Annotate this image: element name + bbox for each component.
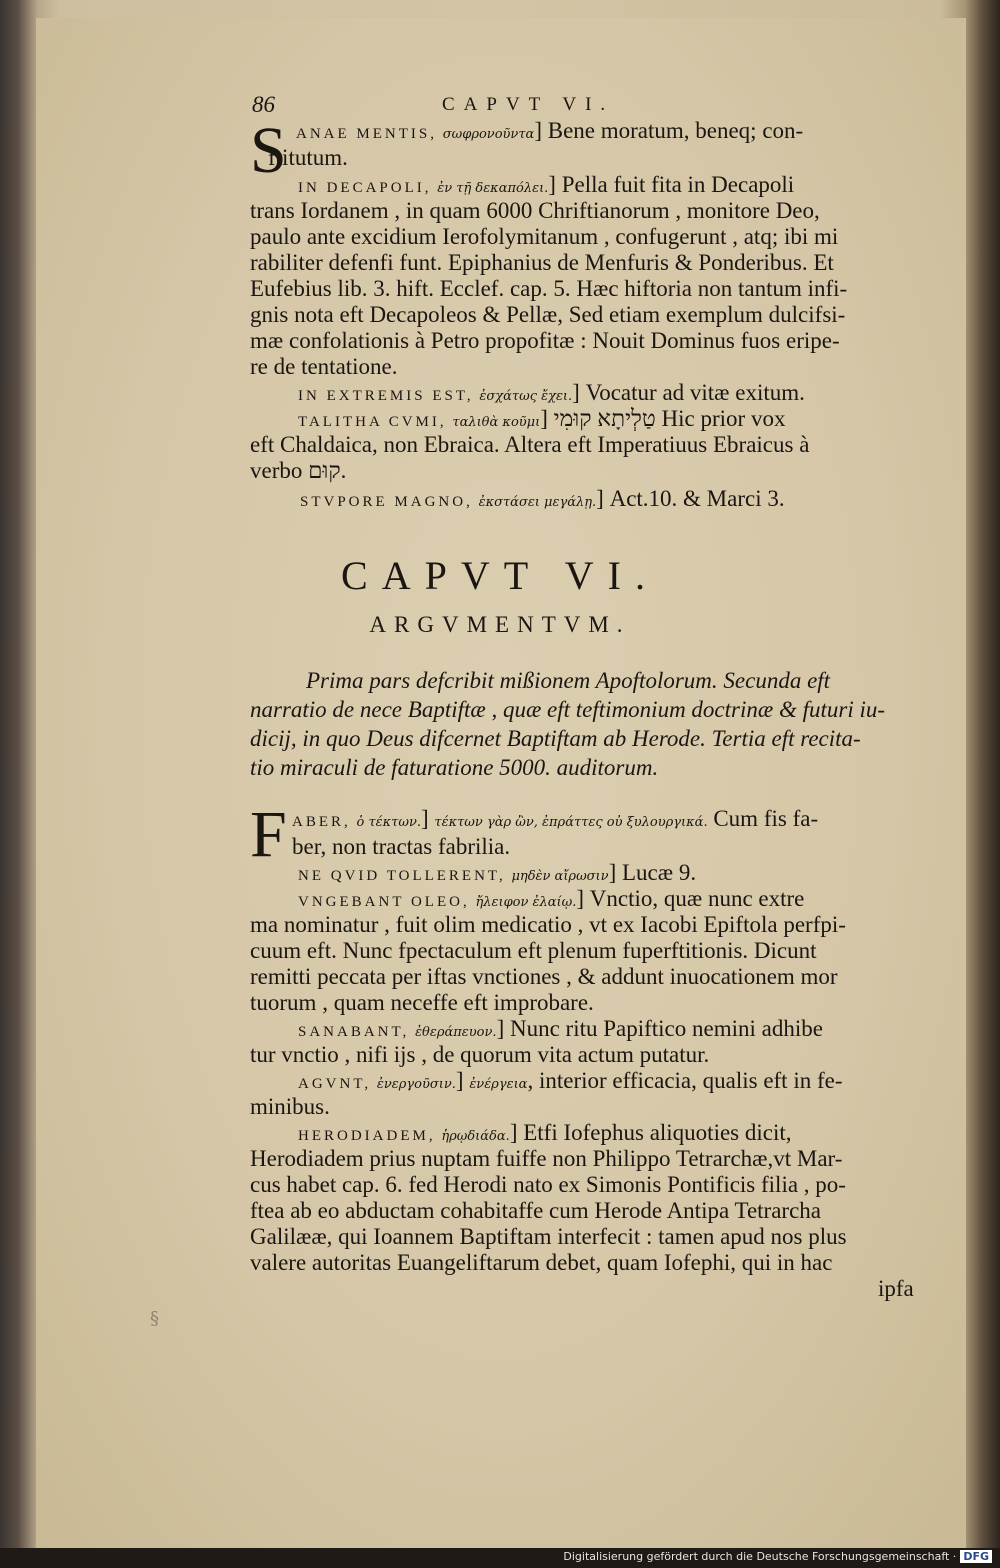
greek-term: ἤλειφον ἐλαίῳ. xyxy=(475,895,577,910)
entry-text: ] Vnctio, quæ nunc extre xyxy=(576,886,805,911)
page-stain-mark: § xyxy=(150,1308,159,1329)
lemma: ABER, xyxy=(292,814,351,830)
greek-term: ἐνέργεια xyxy=(469,1077,528,1092)
dfg-logo: DFG xyxy=(960,1550,992,1563)
entry-stupore xyxy=(300,486,785,516)
argument-line: tio miraculi de faturatione 5000. auditorum. xyxy=(250,755,659,780)
entry-text: ] Bene moratum, beneq; con- xyxy=(534,118,804,143)
greek-term: ἐν τῇ δεκαπόλει. xyxy=(437,181,549,196)
text-line: mæ confolationis à Petro propofitæ : Nouit Dominus fuos eripe- xyxy=(250,328,840,353)
entry-text: ] Etfi Iofephus aliquoties dicit, xyxy=(509,1120,792,1145)
text-line: cuum eft. Nunc fpectaculum eft plenum fuperftitionis. Dicunt xyxy=(250,938,817,963)
argument-line: narratio de nece Baptiftæ , quæ eft teftimonium doctrinæ & futuri iu- xyxy=(250,697,886,722)
entry-faber-line-1 xyxy=(292,806,818,836)
text-line: remitti peccata per iftas vnctiones , & addunt inuocationem mor xyxy=(250,964,838,989)
text-line: rabiliter defenfi funt. Epiphanius de Menfuris & Ponderibus. Et xyxy=(250,250,834,275)
greek-term: ἡρῳδιάδα. xyxy=(441,1129,510,1144)
greek-term: ἐσχάτως ἔχει. xyxy=(479,389,573,404)
lemma: HERODIADEM, xyxy=(298,1128,436,1144)
lemma: STVPORE MAGNO, xyxy=(300,494,473,510)
entry-text: ] Act.10. & Marci 3. xyxy=(596,486,785,511)
text-line: Galilææ, qui Ioannem Baptiftam interfecit : tamen apud nos plus xyxy=(250,1224,847,1249)
lemma: VNGEBANT OLEO, xyxy=(298,894,470,910)
lemma: ANAE MENTIS, xyxy=(296,126,437,142)
greek-term: σωφρονοῦντα xyxy=(442,127,535,142)
text-line: tur vnctio , nifi ijs , de quorum vita actum putatur. xyxy=(250,1042,710,1067)
chapter-title: CAPVT VI. xyxy=(341,553,659,598)
lemma: IN EXTREMIS EST, xyxy=(298,388,474,404)
lemma: IN DECAPOLI, xyxy=(298,180,432,196)
funding-notice xyxy=(563,1550,992,1566)
greek-term: ἐνεργοῦσιν. xyxy=(376,1077,456,1092)
running-title: CAPVT VI. xyxy=(442,94,615,115)
lemma: AGVNT, xyxy=(298,1076,372,1092)
drop-cap-s: S xyxy=(250,114,287,187)
text-line: ber, non tractas fabrilia. xyxy=(292,834,511,859)
text-line: Herodiadem prius nuptam fuiffe non Philippo Tetrarchæ,vt Mar- xyxy=(250,1146,843,1171)
page-number: 86 xyxy=(252,92,275,117)
greek-term: ἐθεράπευον. xyxy=(415,1025,497,1040)
greek-term: ἐκστάσει μεγάλῃ. xyxy=(478,495,597,510)
entry-text: ] Lucæ 9. xyxy=(608,860,697,885)
funding-text: Digitalisierung gefördert durch die Deutsche Forschungsgemeinschaft · xyxy=(563,1550,957,1563)
text-line: eft Chaldaica, non Ebraica. Altera eft Imperatiuus Ebraicus à xyxy=(250,432,810,457)
greek-term: μηδὲν αἴρωσιν xyxy=(511,869,609,884)
text-line: trans Iordanem , in quam 6000 Chriftianorum , monitore Deo, xyxy=(250,198,820,223)
lemma: NE QVID TOLLERENT, xyxy=(298,868,506,884)
text-line: cus habet cap. 6. fed Herodi nato ex Simonis Pontificis filia , po- xyxy=(250,1172,846,1197)
entry-sanae-line-2: ftitutum. xyxy=(268,145,348,170)
chapter-subtitle: ARGVMENTVM. xyxy=(369,612,631,637)
greek-term: ταλιθὰ κοῦμι xyxy=(452,415,541,430)
text-line: gnis nota eft Decapoleos & Pellæ, Sed etiam exemplum dulcifsi- xyxy=(250,302,846,327)
text-line: verbo קוּם. xyxy=(250,458,347,483)
text-line: paulo ante excidium Ierofolymitanum , confugerunt , atq; ibi mi xyxy=(250,224,839,249)
argument-line: dicij, in quo Deus difcernet Baptiftam ab Herode. Tertia eft recita- xyxy=(250,726,861,751)
entry-text: ] Vocatur ad vitæ exitum. xyxy=(572,380,805,405)
greek-term: ὁ τέκτων. xyxy=(356,815,421,830)
entry-text: Hic prior vox xyxy=(655,406,786,431)
entry-text: , interior efficacia, qualis eft in fe- xyxy=(527,1068,843,1093)
text-line: valere autoritas Euangeliftarum debet, quam Iofephi, qui in hac xyxy=(250,1250,833,1275)
text-line: Eufebius lib. 3. hift. Ecclef. cap. 5. Hæc hiftoria non tantum infi- xyxy=(250,276,848,301)
entry-text: ] Pella fuit fita in Decapoli xyxy=(548,172,795,197)
text-line: tuorum , quam neceffe eft improbare. xyxy=(250,990,594,1015)
text-line: re de tentatione. xyxy=(250,354,398,379)
lemma: SANABANT, xyxy=(298,1024,410,1040)
greek-quote: τέκτων γὰρ ὢν, ἐπράττες οὐ ξυλουργικά. xyxy=(434,815,708,830)
entry-sanae-line-1 xyxy=(296,118,803,148)
text-line: ftea ab eo abductam cohabitaffe cum Herode Antipa Tetrarcha xyxy=(250,1198,821,1223)
entry-text: ] xyxy=(421,806,435,831)
entry-text: ] Nunc ritu Papiftico nemini adhibe xyxy=(496,1016,823,1041)
entry-agvnt-line-1 xyxy=(298,1068,843,1098)
entry-text: Cum fis fa- xyxy=(707,806,819,831)
argument-line: Prima pars defcribit mißionem Apoftolorum. Secunda eft xyxy=(306,668,831,693)
entry-text: ] xyxy=(455,1068,470,1093)
text-line: minibus. xyxy=(250,1094,330,1119)
hebrew-term: ] טַלְיתָא קוּמִי xyxy=(540,406,656,431)
catchword: ipfa xyxy=(878,1276,914,1301)
lemma: TALITHA CVMI, xyxy=(298,414,447,430)
drop-cap-f: F xyxy=(250,798,287,871)
text-line: ma nominatur , fuit olim medicatio , vt ex Iacobi Epiftola perfpi- xyxy=(250,912,846,937)
